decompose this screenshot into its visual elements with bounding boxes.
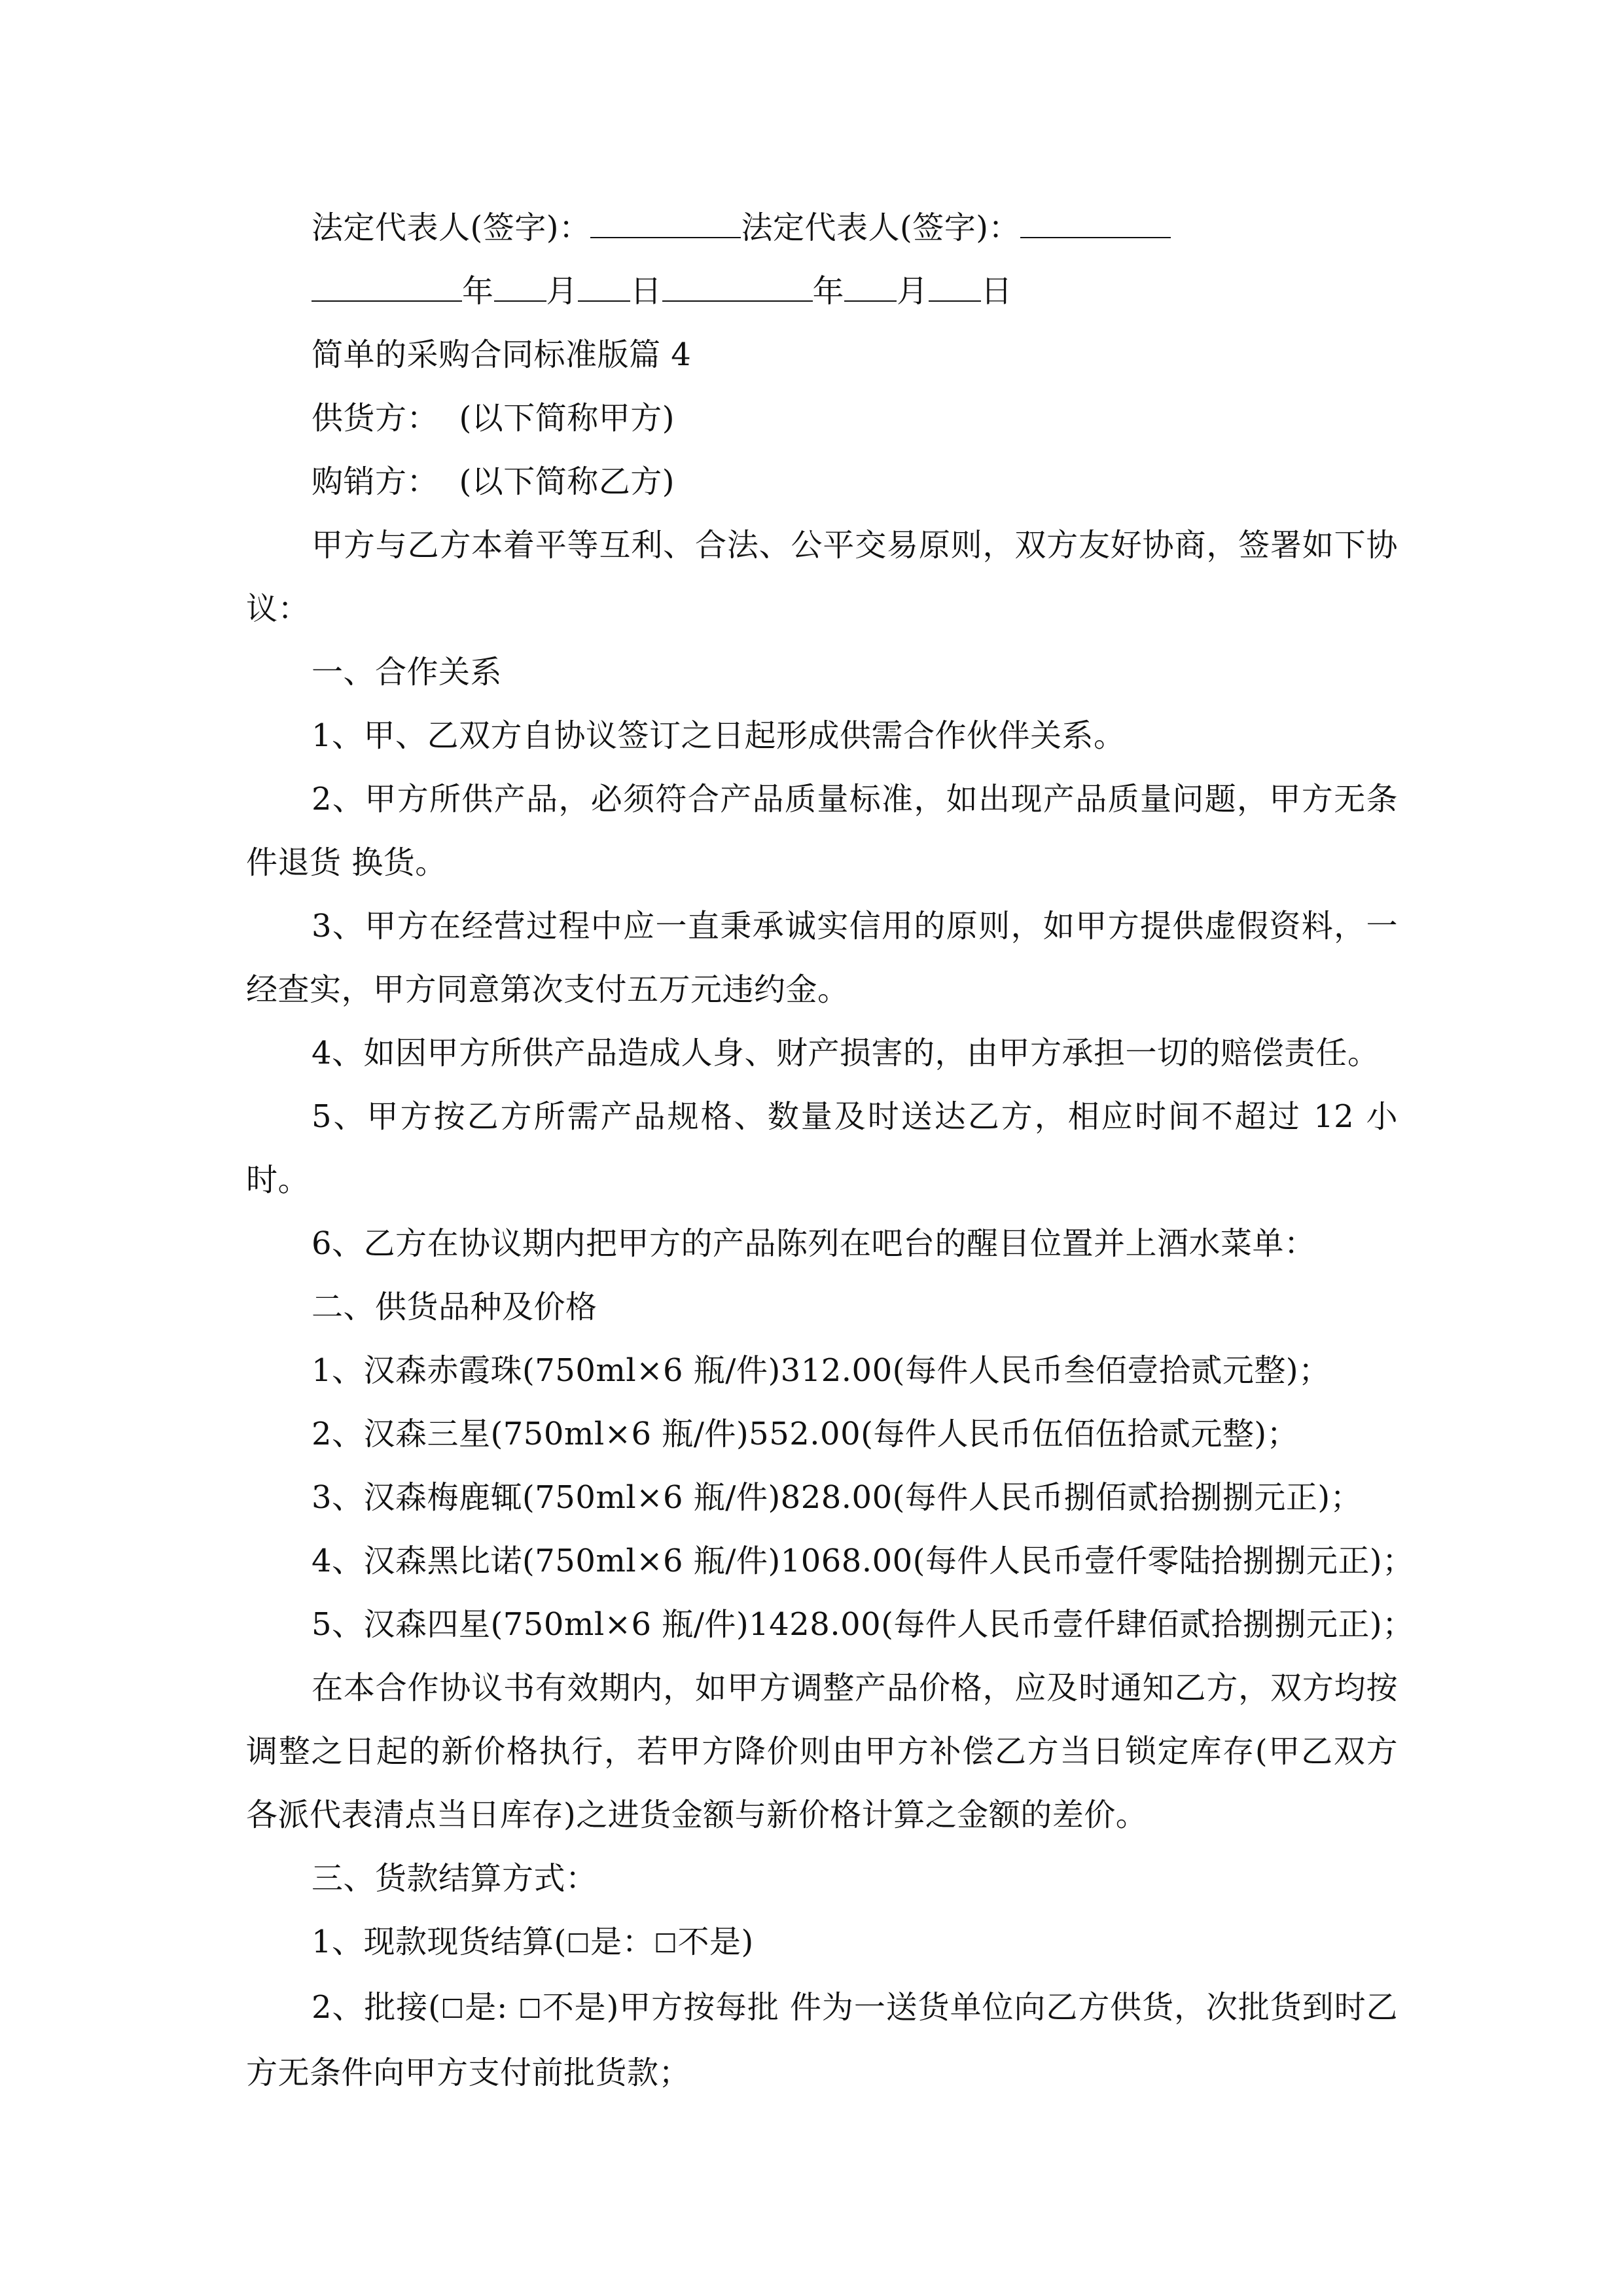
purchaser-line: 购销方： (以下简称乙方) bbox=[312, 463, 675, 500]
month-label-b: 月 bbox=[897, 273, 929, 310]
day-blank-b[interactable] bbox=[929, 274, 981, 302]
payment-option-1-yes: 是： bbox=[590, 1924, 654, 1960]
legal-rep-label-a: 法定代表人(签字)： bbox=[312, 209, 591, 246]
part1-item: 4、如因甲方所供产品造成人身、财产损害的，由甲方承担一切的赔偿责任。 bbox=[312, 1035, 1380, 1071]
part3-heading: 三、货款结算方式： bbox=[312, 1860, 597, 1897]
intro-paragraph: 甲方与乙方本着平等互利、合法、公平交易原则，双方友好协商，签署如下协议： bbox=[246, 527, 1398, 627]
part2-heading: 二、供货品种及价格 bbox=[312, 1289, 597, 1325]
price-adjustment-note: 在本合作协议书有效期内，如甲方调整产品价格，应及时通知乙方，双方均按调整之日起的新价格执行，若甲方降价则由甲方补偿乙方当日锁定库存(甲乙双方各派代表清点当日库存)之进货金额与新价格计算之金额的差价。 bbox=[246, 1670, 1398, 1833]
part1-item: 6、乙方在协议期内把甲方的产品陈列在吧台的醒目位置并上酒水菜单： bbox=[312, 1225, 1316, 1262]
day-label-b: 日 bbox=[980, 273, 1013, 310]
part1-heading: 一、合作关系 bbox=[312, 654, 503, 691]
day-blank-a[interactable] bbox=[578, 274, 630, 302]
price-item: 1、汉森赤霞珠(750ml×6 瓶/件)312.00(每件人民币叁佰壹拾贰元整)； bbox=[312, 1352, 1330, 1389]
payment-option-1-prefix: 1、现款现货结算( bbox=[312, 1924, 567, 1960]
part1-item: 5、甲方按乙方所需产品规格、数量及时送达乙方，相应时间不超过 12 小时。 bbox=[246, 1098, 1398, 1198]
section-title: 简单的采购合同标准版篇 4 bbox=[312, 336, 692, 373]
price-item: 4、汉森黑比诺(750ml×6 瓶/件)1068.00(每件人民币壹仟零陆拾捌捌元正)； bbox=[312, 1543, 1414, 1579]
month-blank-a[interactable] bbox=[494, 274, 546, 302]
price-item: 5、汉森四星(750ml×6 瓶/件)1428.00(每件人民币壹仟肆佰贰拾捌捌元正)； bbox=[312, 1606, 1414, 1643]
year-label-b: 年 bbox=[812, 273, 845, 310]
payment-option-2-yes: 是: bbox=[464, 1989, 518, 2026]
checkbox-icon[interactable]: ☐ bbox=[518, 1994, 543, 2024]
day-label-a: 日 bbox=[630, 273, 662, 310]
signature-blank-b[interactable] bbox=[1020, 211, 1171, 238]
checkbox-icon[interactable]: ☐ bbox=[440, 1994, 465, 2024]
month-blank-b[interactable] bbox=[844, 274, 897, 302]
supplier-line: 供货方： (以下简称甲方) bbox=[312, 400, 675, 437]
year-blank-a[interactable] bbox=[312, 274, 462, 302]
payment-option-2-prefix: 2、批接( bbox=[312, 1989, 441, 2026]
payment-option-1-no: 不是) bbox=[677, 1924, 754, 1960]
date-line bbox=[246, 260, 1398, 323]
month-label-a: 月 bbox=[546, 273, 579, 310]
part1-item: 2、甲方所供产品，必须符合产品质量标准，如出现产品质量问题，甲方无条件退货 换货。 bbox=[246, 781, 1398, 881]
payment-option-2 bbox=[246, 1976, 1398, 2105]
payment-option-1 bbox=[246, 1910, 1398, 1976]
signature-blank-a[interactable] bbox=[590, 211, 741, 238]
year-blank-b[interactable] bbox=[662, 274, 813, 302]
year-label-a: 年 bbox=[462, 273, 494, 310]
price-item: 3、汉森梅鹿辄(750ml×6 瓶/件)828.00(每件人民币捌佰贰拾捌捌元正)； bbox=[312, 1479, 1363, 1516]
part1-item: 1、甲、乙双方自协议签订之日起形成供需合作伙伴关系。 bbox=[312, 717, 1126, 754]
part1-item: 3、甲方在经营过程中应一直秉承诚实信用的原则，如甲方提供虚假资料，一经查实，甲方同意第次支付五万元违约金。 bbox=[246, 908, 1398, 1008]
price-item: 2、汉森三星(750ml×6 瓶/件)552.00(每件人民币伍佰伍拾贰元整)； bbox=[312, 1416, 1299, 1452]
checkbox-icon[interactable]: ☐ bbox=[566, 1929, 591, 1959]
payment-option-2-rest: 不是)甲方按每批 件为一送货单位向乙方供货，次批货到时乙方无条件向甲方支付前批货款； bbox=[246, 1989, 1398, 2091]
legal-rep-label-b: 法定代表人(签字)： bbox=[741, 209, 1020, 246]
checkbox-icon[interactable]: ☐ bbox=[654, 1929, 678, 1959]
signature-line bbox=[246, 196, 1398, 260]
document-content bbox=[246, 196, 1414, 2105]
